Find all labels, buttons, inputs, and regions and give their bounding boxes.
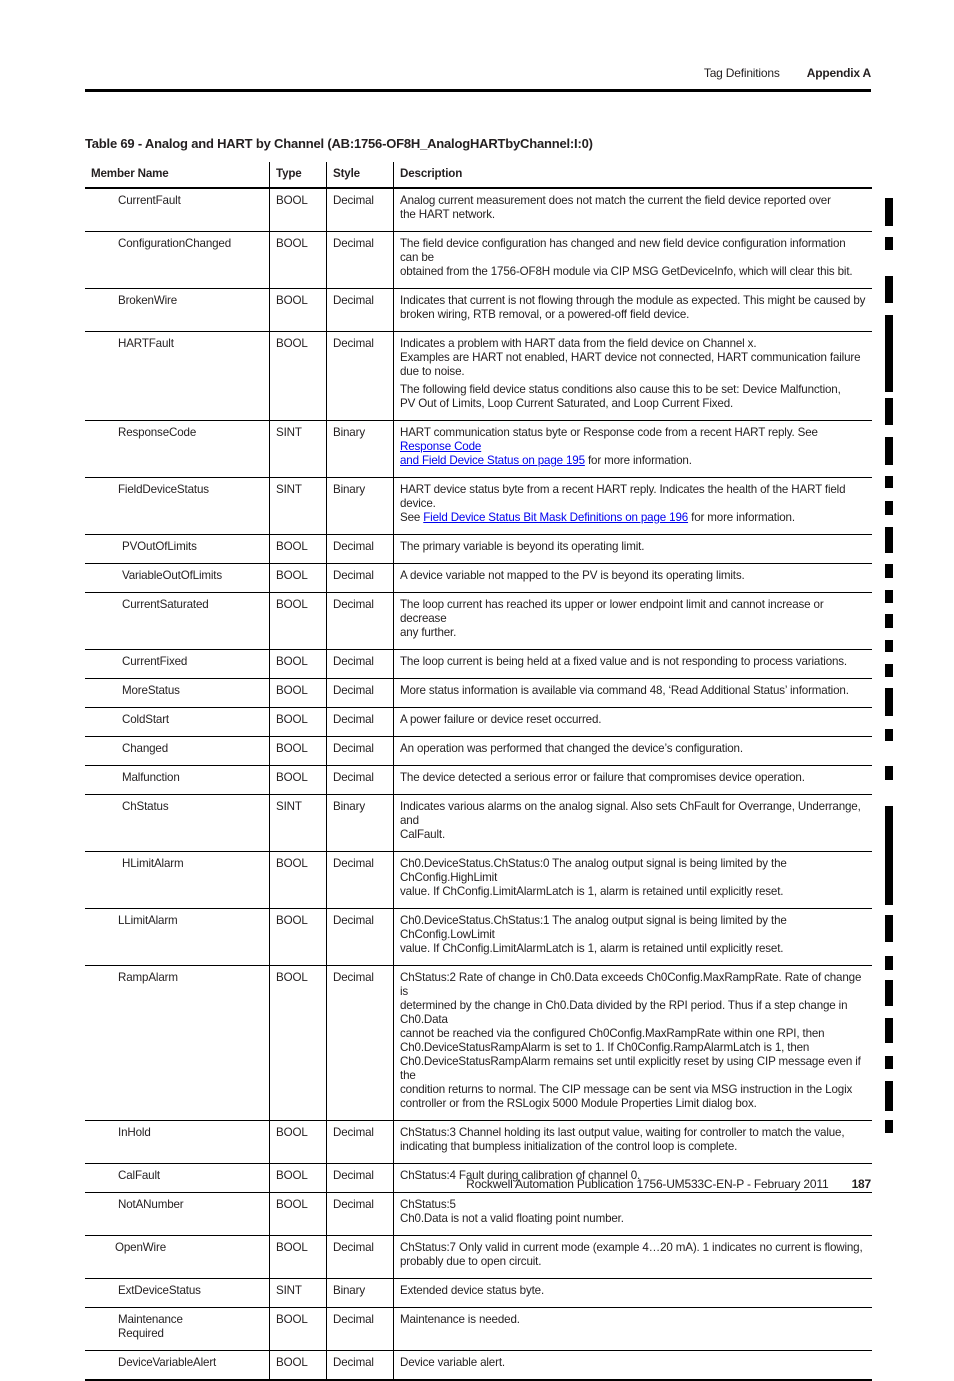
description-text: for more information.	[688, 511, 795, 524]
style-cell: Decimal	[327, 1193, 394, 1236]
description-text: HART communication status byte or Response code from a recent HART reply. See	[400, 426, 818, 439]
type-cell: BOOL	[270, 766, 327, 795]
table-row	[85, 852, 872, 909]
style-cell: Binary	[327, 421, 394, 478]
style-cell: Decimal	[327, 737, 394, 766]
change-bars	[885, 0, 893, 1235]
description-cell	[394, 535, 873, 564]
description-paragraph: Analog current measurement does not match the current the field device reported over the HART network.	[400, 194, 831, 221]
description-paragraph	[400, 426, 866, 468]
member-name-cell: CalFault	[85, 1164, 270, 1193]
description-cell	[394, 1279, 873, 1308]
member-name-cell: OpenWire	[85, 1236, 270, 1279]
change-bar	[885, 688, 893, 716]
publication-id: Rockwell Automation Publication 1756-UM533C-EN-P - February 2011	[466, 1177, 829, 1191]
change-bar	[885, 1081, 893, 1111]
member-name-cell: HARTFault	[85, 332, 270, 421]
member-name-cell: DeviceVariableAlert	[85, 1351, 270, 1381]
description-paragraph: Indicates various alarms on the analog signal. Also sets ChFault for Overrange, Underrange, and CalFault.	[400, 800, 861, 841]
description-paragraph: ChStatus:7 Only valid in current mode (example 4…20 mA). 1 indicates no current is flowing, probably due to open circuit.	[400, 1241, 863, 1268]
type-cell: BOOL	[270, 188, 327, 232]
description-cell	[394, 478, 873, 535]
column-header-member-name: Member Name	[85, 162, 270, 188]
type-cell: BOOL	[270, 650, 327, 679]
description-cell	[394, 679, 873, 708]
type-cell: BOOL	[270, 1351, 327, 1381]
column-header-type: Type	[270, 162, 327, 188]
description-cell	[394, 650, 873, 679]
change-bar	[885, 315, 893, 392]
member-name-cell: CurrentFixed	[85, 650, 270, 679]
description-text: HART device status byte from a recent HART reply. Indicates the health of the HART field device. See	[400, 483, 846, 524]
change-bar	[885, 806, 893, 905]
tag-definition-table	[85, 162, 872, 1381]
table-row	[85, 188, 872, 232]
type-cell: BOOL	[270, 852, 327, 909]
style-cell: Decimal	[327, 593, 394, 650]
type-cell: BOOL	[270, 564, 327, 593]
member-name-cell: Maintenance Required	[85, 1308, 270, 1351]
style-cell: Decimal	[327, 535, 394, 564]
member-name-cell: ResponseCode	[85, 421, 270, 478]
header-section-title: Tag Definitions	[703, 66, 780, 80]
table-row	[85, 289, 872, 332]
change-bar	[885, 640, 893, 652]
table-row	[85, 232, 872, 289]
member-name-cell: FieldDeviceStatus	[85, 478, 270, 535]
description-cell	[394, 289, 873, 332]
table-row	[85, 1351, 872, 1381]
type-cell: BOOL	[270, 593, 327, 650]
style-cell: Decimal	[327, 909, 394, 966]
description-cell	[394, 1351, 873, 1381]
member-name-cell: ExtDeviceStatus	[85, 1279, 270, 1308]
change-bar	[885, 437, 893, 465]
type-cell: BOOL	[270, 332, 327, 421]
type-cell: BOOL	[270, 535, 327, 564]
change-bar	[885, 476, 893, 488]
header-rule	[85, 89, 871, 92]
type-cell: BOOL	[270, 737, 327, 766]
description-paragraph: ChStatus:5 Ch0.Data is not a valid floating point number.	[400, 1198, 624, 1225]
style-cell: Decimal	[327, 1236, 394, 1279]
style-cell: Decimal	[327, 766, 394, 795]
member-name-cell: Changed	[85, 737, 270, 766]
table-row	[85, 650, 872, 679]
member-name-cell: ColdStart	[85, 708, 270, 737]
style-cell: Decimal	[327, 232, 394, 289]
change-bar	[885, 1056, 893, 1069]
description-cell	[394, 332, 873, 421]
style-cell: Decimal	[327, 564, 394, 593]
column-header-description: Description	[394, 162, 873, 188]
type-cell: SINT	[270, 478, 327, 535]
table-row	[85, 564, 872, 593]
description-paragraph: A power failure or device reset occurred.	[400, 713, 602, 726]
description-paragraph: Extended device status byte.	[400, 1284, 545, 1297]
type-cell: BOOL	[270, 708, 327, 737]
description-paragraph: Maintenance is needed.	[400, 1313, 520, 1326]
description-paragraph: The field device configuration has changed and new field device configuration information can be obtained from the 1756-OF8H module via CIP MSG GetDeviceInfo, which will clear this bit.	[400, 237, 853, 278]
style-cell: Decimal	[327, 1351, 394, 1381]
style-cell: Decimal	[327, 650, 394, 679]
style-cell: Decimal	[327, 332, 394, 421]
change-bar	[885, 766, 893, 780]
style-cell: Decimal	[327, 852, 394, 909]
description-cell	[394, 795, 873, 852]
member-name-cell: PVOutOfLimits	[85, 535, 270, 564]
description-paragraph: The loop current has reached its upper or lower endpoint limit and cannot increase or decrease any further.	[400, 598, 824, 639]
change-bar	[885, 398, 893, 425]
table-row	[85, 737, 872, 766]
member-name-cell: VariableOutOfLimits	[85, 564, 270, 593]
description-paragraph: Ch0.DeviceStatus.ChStatus:1 The analog output signal is being limited by the ChConfig.LowLimit value. If ChConfig.LimitAlarmLatch is 1, alarm is retained until explicitly reset.	[400, 914, 787, 955]
type-cell: BOOL	[270, 679, 327, 708]
description-cell	[394, 188, 873, 232]
table-row	[85, 593, 872, 650]
description-cell	[394, 421, 873, 478]
description-paragraph: The loop current is being held at a fixed value and is not responding to process variations.	[400, 655, 848, 668]
member-name-cell: CurrentSaturated	[85, 593, 270, 650]
table-row	[85, 421, 872, 478]
table-row	[85, 708, 872, 737]
description-paragraph: A device variable not mapped to the PV is beyond its operating limits.	[400, 569, 745, 582]
table-body	[85, 188, 872, 1380]
page-number: 187	[851, 1177, 871, 1191]
type-cell: SINT	[270, 1279, 327, 1308]
change-bar	[885, 237, 893, 250]
style-cell: Decimal	[327, 679, 394, 708]
running-header	[704, 66, 871, 80]
description-paragraph: ChStatus:2 Rate of change in Ch0.Data exceeds Ch0Config.MaxRampRate. Rate of change is determined by the change in Ch0.Data divided by the RPI period. Thus if a step change in Ch0.Data cannot be reached via the configured Ch0Config.MaxRampRate within one RPI, then Ch0.DeviceStatusRampAlarm is set to 1. If Ch0Config.RampAlarmLatch is 1, then Ch0.DeviceStatusRampAlarm remains set until explicitly reset by using CIP message even if the condition returns to normal. The CIP message can be sent via MSG instruction in the Logix controller or from the RSLogix 5000 Module Properties Limit dialog box.	[400, 971, 862, 1110]
table-header-row	[85, 162, 872, 188]
member-name-cell: CurrentFault	[85, 188, 270, 232]
description-text: for more information.	[584, 454, 692, 467]
description-cell	[394, 1236, 873, 1279]
type-cell: BOOL	[270, 289, 327, 332]
description-paragraph: ChStatus:4 Fault during calibration of channel 0.	[400, 1169, 641, 1182]
style-cell: Binary	[327, 1279, 394, 1308]
type-cell: BOOL	[270, 1236, 327, 1279]
style-cell: Decimal	[327, 1164, 394, 1193]
header-appendix-label: Appendix A	[806, 66, 871, 80]
description-cell	[394, 737, 873, 766]
member-name-cell: InHold	[85, 1121, 270, 1164]
member-name-cell: ConfigurationChanged	[85, 232, 270, 289]
change-bar	[885, 614, 893, 628]
table-row	[85, 1236, 872, 1279]
change-bar	[885, 276, 893, 303]
member-name-cell: MoreStatus	[85, 679, 270, 708]
table-row	[85, 1279, 872, 1308]
member-name-cell: LLimitAlarm	[85, 909, 270, 966]
member-name-cell: ChStatus	[85, 795, 270, 852]
table-row	[85, 535, 872, 564]
description-paragraph: Ch0.DeviceStatus.ChStatus:0 The analog output signal is being limited by the ChConfig.HighLimit value. If ChConfig.LimitAlarmLatch is 1, alarm is retained until explicitly reset.	[400, 857, 787, 898]
member-name-cell: BrokenWire	[85, 289, 270, 332]
style-cell: Decimal	[327, 966, 394, 1121]
description-paragraph: ChStatus:3 Channel holding its last output value, waiting for controller to match the value, indicating that bumpless initialization of the control loop is complete.	[400, 1126, 845, 1153]
table-row	[85, 478, 872, 535]
change-bar	[885, 664, 893, 677]
change-bar	[885, 590, 893, 603]
style-cell: Decimal	[327, 188, 394, 232]
change-bar	[885, 729, 893, 741]
description-cell	[394, 766, 873, 795]
type-cell: BOOL	[270, 232, 327, 289]
cross-reference-link[interactable]: Field Device Status Bit Mask Definitions on page 196	[423, 511, 689, 524]
description-cell	[394, 1121, 873, 1164]
type-cell: BOOL	[270, 966, 327, 1121]
member-name-cell: HLimitAlarm	[85, 852, 270, 909]
cross-reference-link[interactable]: Response Code and Field Device Status on page 195	[400, 440, 585, 467]
description-paragraph: Indicates a problem with HART data from the field device on Channel x. Examples are HART not enabled, HART device not connected, HART communication failure due to noise.	[400, 337, 861, 378]
table-title: Table 69 - Analog and HART by Channel (AB:1756-OF8H_AnalogHARTbyChannel:I:0)	[85, 136, 593, 151]
style-cell: Decimal	[327, 708, 394, 737]
style-cell: Decimal	[327, 289, 394, 332]
page-footer	[466, 1177, 871, 1191]
description-cell	[394, 593, 873, 650]
description-paragraph	[400, 483, 866, 525]
change-bar	[885, 527, 893, 553]
description-cell	[394, 564, 873, 593]
type-cell: SINT	[270, 421, 327, 478]
description-paragraph: Device variable alert.	[400, 1356, 505, 1369]
type-cell: BOOL	[270, 909, 327, 966]
member-name-cell: NotANumber	[85, 1193, 270, 1236]
description-paragraph: More status information is available via command 48, ‘Read Additional Status’ information.	[400, 684, 849, 697]
description-paragraph: The device detected a serious error or failure that compromises device operation.	[400, 771, 805, 784]
table-row	[85, 332, 872, 421]
description-cell	[394, 232, 873, 289]
style-cell: Decimal	[327, 1308, 394, 1351]
change-bar	[885, 915, 893, 942]
description-cell	[394, 909, 873, 966]
type-cell: BOOL	[270, 1164, 327, 1193]
style-cell: Decimal	[327, 1121, 394, 1164]
description-cell	[394, 1308, 873, 1351]
table-row	[85, 1193, 872, 1236]
style-cell: Binary	[327, 795, 394, 852]
description-paragraph: The primary variable is beyond its operating limit.	[400, 540, 645, 553]
table-row	[85, 1121, 872, 1164]
type-cell: SINT	[270, 795, 327, 852]
description-paragraph: The following field device status conditions also cause this to be set: Device Malfunction, PV Out of Limits, Loop Current Saturated, and Loop Current Fixed.	[400, 383, 841, 410]
type-cell: BOOL	[270, 1193, 327, 1236]
type-cell: BOOL	[270, 1121, 327, 1164]
description-paragraph: An operation was performed that changed the device’s configuration.	[400, 742, 743, 755]
member-name-cell: Malfunction	[85, 766, 270, 795]
change-bar	[885, 1018, 893, 1043]
description-cell	[394, 852, 873, 909]
description-cell	[394, 1193, 873, 1236]
style-cell: Binary	[327, 478, 394, 535]
change-bar	[885, 980, 893, 1006]
description-cell	[394, 708, 873, 737]
table-row	[85, 795, 872, 852]
member-name-cell: RampAlarm	[85, 966, 270, 1121]
change-bar	[885, 1120, 893, 1133]
column-header-style: Style	[327, 162, 394, 188]
change-bar	[885, 198, 893, 226]
change-bar	[885, 501, 893, 515]
table-row	[85, 679, 872, 708]
type-cell: BOOL	[270, 1308, 327, 1351]
table-row	[85, 766, 872, 795]
change-bar	[885, 956, 893, 970]
table-row	[85, 909, 872, 966]
table-row	[85, 1308, 872, 1351]
table-row	[85, 966, 872, 1121]
description-paragraph: Indicates that current is not flowing through the module as expected. This might be caused by broken wiring, RTB removal, or a powered-off field device.	[400, 294, 866, 321]
change-bar	[885, 564, 893, 578]
description-cell	[394, 966, 873, 1121]
